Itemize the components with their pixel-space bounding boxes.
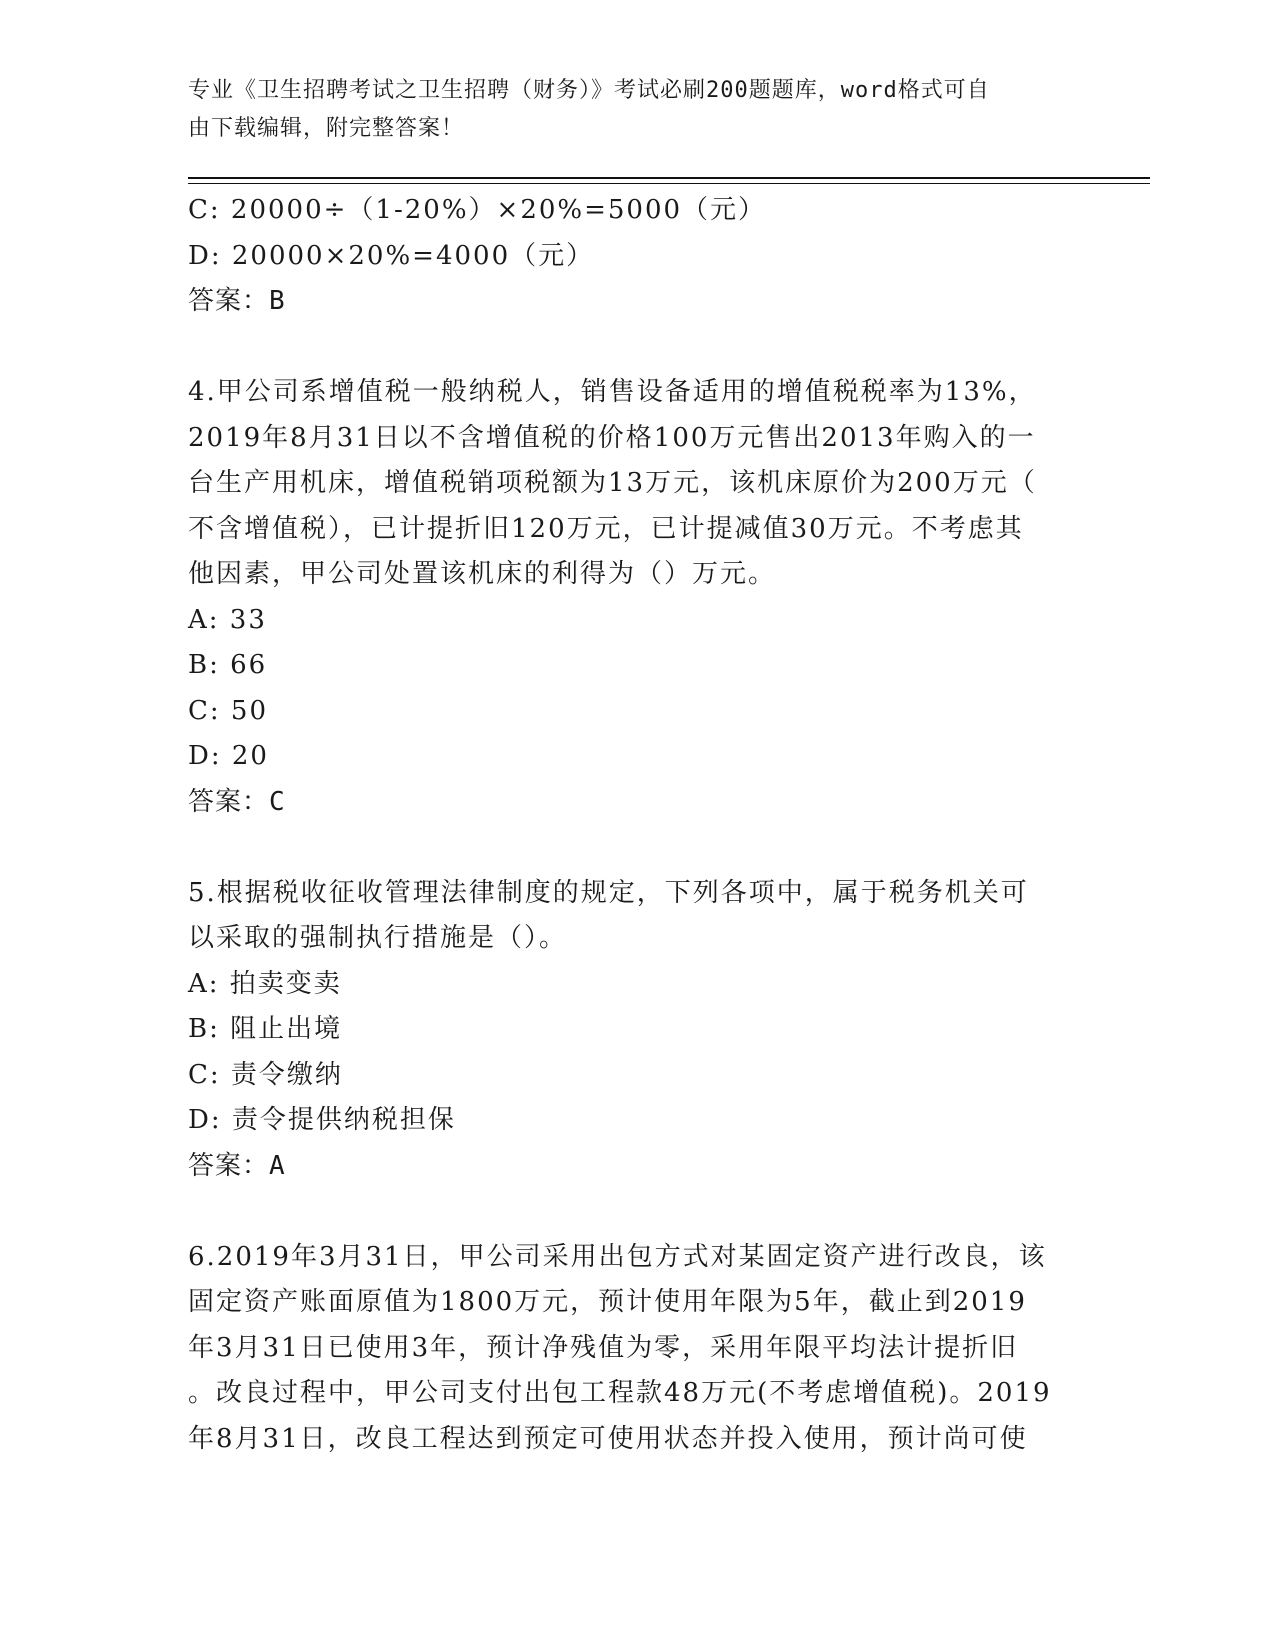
option-d: D: 责令提供纳税担保 <box>188 1105 456 1135</box>
question-text-line: 5.根据税收征收管理法律制度的规定，下列各项中，属于税务机关可 <box>188 877 1029 908</box>
question-text-line: 6.2019年3月31日，甲公司采用出包方式对某固定资产进行改良，该 <box>188 1241 1047 1272</box>
question-text-line: 年3月31日已使用3年，预计净残值为零，采用年限平均法计提折旧 <box>188 1332 1019 1363</box>
option-c: C: 20000÷（1-20%）×20%=5000（元） <box>188 195 767 225</box>
document-header <box>188 72 1088 148</box>
document-body <box>188 188 1088 1462</box>
option-c: C: 50 <box>188 695 269 726</box>
question-text-line: 台生产用机床，增值税销项税额为13万元，该机床原价为200万元（ <box>188 468 1037 498</box>
question-text-line: 固定资产账面原值为1800万元，预计使用年限为5年，截止到2019 <box>188 1287 1027 1317</box>
option-a: A: 33 <box>188 604 267 635</box>
answer: 答案：A <box>188 1150 286 1181</box>
header-line-1: 专业《卫生招聘考试之卫生招聘（财务）》考试必刷200题题库，word格式可自 <box>188 78 990 103</box>
spacer <box>188 325 1088 371</box>
header-line-2: 由下载编辑，附完整答案！ <box>188 116 465 141</box>
header-divider-thick <box>188 177 1150 179</box>
question-5 <box>188 871 1088 1190</box>
question-text-line: 不含增值税），已计提折旧120万元，已计提减值30万元。不考虑其 <box>188 513 1024 544</box>
question-text-line: 。改良过程中，甲公司支付出包工程款48万元(不考虑增值税)。2019 <box>188 1378 1052 1408</box>
question-6 <box>188 1235 1088 1463</box>
question-text-line: 年8月31日，改良工程达到预定可使用状态并投入使用，预计尚可使 <box>188 1423 1028 1454</box>
option-c: C: 责令缴纳 <box>188 1059 343 1090</box>
question-text-line: 以采取的强制执行措施是（）。 <box>188 923 568 953</box>
question-4 <box>188 370 1088 825</box>
option-b: B: 66 <box>188 650 268 680</box>
question-text-line: 2019年8月31日以不含增值税的价格100万元售出2013年购入的一 <box>188 422 1036 453</box>
question-text-line: 4.甲公司系增值税一般纳税人，销售设备适用的增值税税率为13%， <box>188 377 1037 407</box>
option-d: D: 20000×20%=4000（元） <box>188 240 595 271</box>
spacer <box>188 1189 1088 1235</box>
option-d: D: 20 <box>188 741 269 771</box>
question-text-line: 他因素，甲公司处置该机床的利得为（）万元。 <box>188 559 777 589</box>
answer: 答案：C <box>188 786 286 817</box>
spacer <box>188 825 1088 871</box>
option-b: B: 阻止出境 <box>188 1014 343 1044</box>
header-divider-thin <box>188 183 1150 184</box>
option-a: A: 拍卖变卖 <box>188 968 342 999</box>
question-3-tail <box>188 188 1088 325</box>
answer: 答案：B <box>188 286 286 316</box>
